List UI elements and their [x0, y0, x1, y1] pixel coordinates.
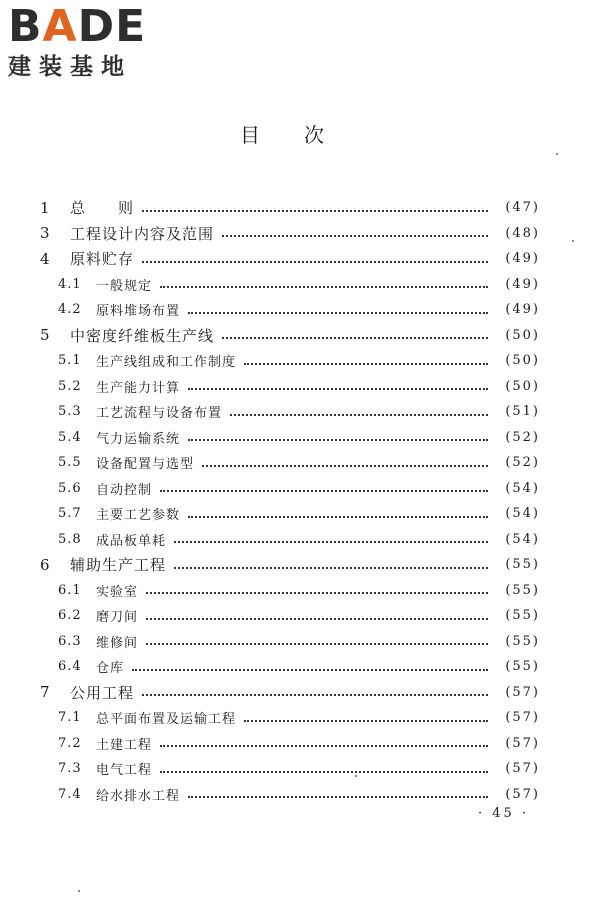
toc-entry[interactable] — [40, 654, 540, 680]
toc-entry-page: (52) — [505, 455, 540, 471]
toc-entry[interactable] — [40, 527, 540, 553]
toc-entry-number: 4 — [40, 249, 51, 268]
scan-speck — [78, 890, 80, 892]
toc-entry[interactable] — [40, 323, 540, 349]
toc-entry-page: (50) — [505, 378, 540, 394]
toc-entry-number: 7 — [40, 683, 51, 702]
toc-entry-number: 6.1 — [58, 582, 82, 598]
toc-entry[interactable] — [40, 705, 540, 731]
toc-entry[interactable] — [40, 297, 540, 323]
toc-entry-title: 自动控制 — [96, 482, 153, 498]
toc-entry-page: (57) — [505, 786, 540, 802]
toc-leader-dots — [222, 337, 488, 339]
toc-entry-number: 5.8 — [58, 531, 82, 547]
toc-entry[interactable] — [40, 246, 540, 272]
toc-leader-dots — [222, 235, 488, 237]
toc-entry-title: 原料贮存 — [70, 250, 135, 269]
toc-leader-dots — [188, 388, 488, 390]
toc-entry-page: (49) — [505, 251, 540, 267]
toc-leader-dots — [132, 669, 488, 671]
toc-entry-page: (52) — [505, 429, 540, 445]
toc-entry-page: (57) — [505, 761, 540, 777]
toc-entry-title: 原料堆场布置 — [96, 304, 181, 320]
toc-entry-page: (54) — [505, 480, 540, 496]
toc-entry-title: 公用工程 — [70, 683, 135, 702]
toc-entry[interactable] — [40, 578, 540, 604]
toc-entry[interactable] — [40, 272, 540, 298]
toc-entry-page: (55) — [505, 633, 540, 649]
toc-leader-dots — [160, 745, 488, 747]
toc-leader-dots — [142, 210, 488, 212]
toc-entry[interactable] — [40, 425, 540, 451]
toc-leader-dots — [142, 694, 488, 696]
toc-leader-dots — [230, 414, 488, 416]
toc-leader-dots — [142, 261, 488, 263]
toc-entry-title: 成品板单耗 — [96, 533, 167, 549]
toc-entry-page: (47) — [505, 200, 540, 216]
toc-entry-number: 4.1 — [58, 276, 82, 292]
toc-entry-page: (49) — [505, 276, 540, 292]
toc-entry-page: (57) — [505, 684, 540, 700]
toc-entry-page: (55) — [505, 659, 540, 675]
toc-entry-number: 7.3 — [58, 761, 82, 777]
toc-entry-title: 主要工艺参数 — [96, 508, 181, 524]
page-number: · 45 · — [478, 806, 530, 821]
toc-entry-title: 设备配置与选型 — [96, 457, 195, 473]
toc-entry[interactable] — [40, 782, 540, 808]
toc-entry-number: 6.2 — [58, 608, 82, 624]
toc-entry[interactable] — [40, 731, 540, 757]
toc-entry-number: 5.1 — [58, 353, 82, 369]
scan-speck — [572, 240, 574, 242]
toc-entry[interactable] — [40, 629, 540, 655]
logo-letter-accent: A — [42, 1, 78, 52]
toc-entry-number: 5.3 — [58, 404, 82, 420]
toc-entry-title: 工艺流程与设备布置 — [96, 406, 223, 422]
toc-entry[interactable] — [40, 195, 540, 221]
toc-entry[interactable] — [40, 450, 540, 476]
toc-leader-dots — [160, 771, 488, 773]
toc-entry[interactable] — [40, 348, 540, 374]
toc-entry-title: 中密度纤维板生产线 — [70, 326, 215, 345]
toc-leader-dots — [160, 490, 488, 492]
toc-leader-dots — [188, 312, 488, 314]
toc-leader-dots — [188, 439, 488, 441]
toc-entry-title: 实验室 — [96, 584, 139, 600]
toc-entry-title: 气力运输系统 — [96, 431, 181, 447]
toc-entry-number: 4.2 — [58, 302, 82, 318]
toc-entry-page: (49) — [505, 302, 540, 318]
toc-entry-page: (57) — [505, 710, 540, 726]
toc-entry-title: 磨刀间 — [96, 610, 139, 626]
toc-leader-dots — [202, 465, 488, 467]
toc-entry-page: (48) — [505, 225, 540, 241]
toc-entry[interactable] — [40, 756, 540, 782]
toc-entry-number: 3 — [40, 224, 51, 243]
toc-entry-page: (54) — [505, 531, 540, 547]
toc-entry-page: (50) — [505, 327, 540, 343]
toc-entry-number: 7.4 — [58, 786, 82, 802]
table-of-contents — [40, 195, 540, 807]
toc-entry-title: 仓库 — [96, 661, 125, 677]
toc-leader-dots — [188, 796, 488, 798]
toc-entry-title: 电气工程 — [96, 763, 153, 779]
logo-wordmark — [8, 1, 147, 52]
toc-entry-title: 工程设计内容及范围 — [70, 224, 215, 243]
toc-entry-title: 总 则 — [70, 199, 135, 218]
toc-entry[interactable] — [40, 680, 540, 706]
toc-entry-number: 5.7 — [58, 506, 82, 522]
scan-speck — [355, 775, 357, 777]
toc-entry-page: (54) — [505, 506, 540, 522]
toc-entry-page: (55) — [505, 608, 540, 624]
toc-entry-number: 6.4 — [58, 659, 82, 675]
toc-entry[interactable] — [40, 399, 540, 425]
toc-entry-number: 1 — [40, 198, 51, 217]
toc-entry-page: (50) — [505, 353, 540, 369]
toc-leader-dots — [160, 286, 488, 288]
toc-entry-title: 总平面布置及运输工程 — [96, 712, 237, 728]
toc-entry-number: 5 — [40, 326, 51, 345]
brand-logo — [8, 1, 147, 82]
toc-entry-title: 给水排水工程 — [96, 788, 181, 804]
logo-letters-suffix: DE — [77, 1, 147, 52]
toc-leader-dots — [244, 720, 488, 722]
toc-entry-page: (57) — [505, 735, 540, 751]
toc-entry[interactable] — [40, 221, 540, 247]
toc-entry-title: 土建工程 — [96, 737, 153, 753]
toc-entry-page: (55) — [505, 557, 540, 573]
toc-leader-dots — [174, 567, 488, 569]
toc-leader-dots — [146, 618, 488, 620]
toc-entry-number: 7.1 — [58, 710, 82, 726]
scan-speck — [556, 153, 558, 155]
toc-entry[interactable] — [40, 501, 540, 527]
toc-leader-dots — [146, 592, 488, 594]
toc-entry-number: 6.3 — [58, 633, 82, 649]
toc-entry-title: 维修间 — [96, 635, 139, 651]
toc-entry[interactable] — [40, 552, 540, 578]
toc-entry-number: 7.2 — [58, 735, 82, 751]
toc-entry-page: (51) — [505, 404, 540, 420]
toc-leader-dots — [174, 541, 488, 543]
toc-leader-dots — [188, 516, 488, 518]
toc-entry-number: 5.2 — [58, 378, 82, 394]
toc-entry-title: 生产能力计算 — [96, 380, 181, 396]
toc-entry-number: 5.4 — [58, 429, 82, 445]
toc-entry[interactable] — [40, 374, 540, 400]
toc-entry-title: 一般规定 — [96, 278, 153, 294]
toc-leader-dots — [244, 363, 488, 365]
logo-subtitle: 建装基地 — [8, 54, 132, 80]
toc-leader-dots — [146, 643, 488, 645]
toc-entry-title: 生产线组成和工作制度 — [96, 355, 237, 371]
toc-entry-number: 5.6 — [58, 480, 82, 496]
toc-entry-page: (55) — [505, 582, 540, 598]
toc-entry-number: 6 — [40, 555, 51, 574]
toc-entry-title: 辅助生产工程 — [70, 556, 167, 575]
toc-entry-number: 5.5 — [58, 455, 82, 471]
logo-letters-prefix: B — [8, 1, 43, 52]
toc-entry[interactable] — [40, 603, 540, 629]
page-title: 目次 — [240, 123, 368, 147]
toc-entry[interactable] — [40, 476, 540, 502]
